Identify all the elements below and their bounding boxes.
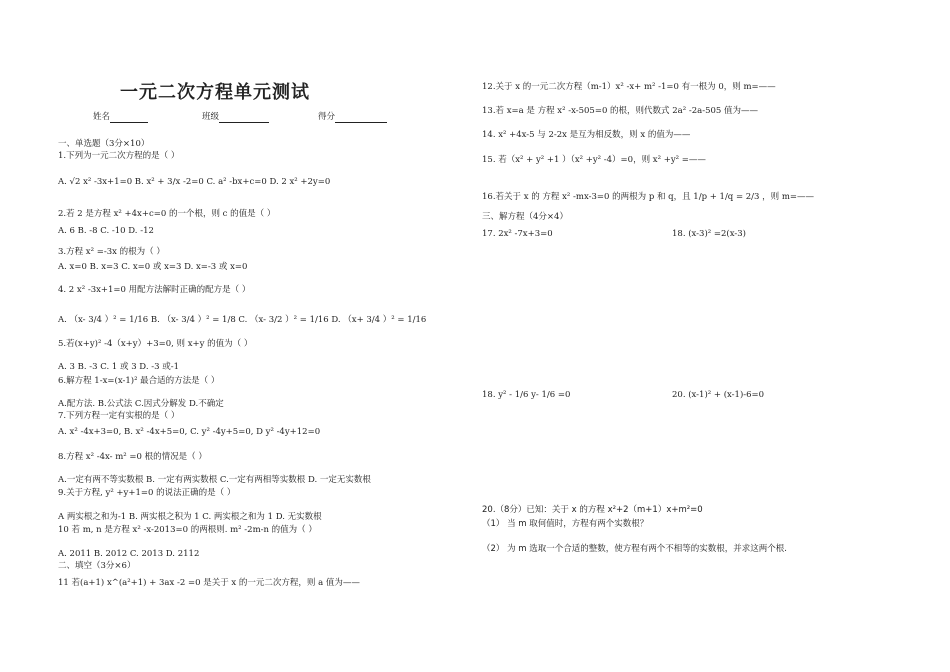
- left-line: 7.下列方程一定有实根的是（ ）: [58, 411, 180, 421]
- right-line: （2） 为 m 选取一个合适的整数，使方程有两个不相等的实数根，并求这两个根.: [482, 544, 787, 554]
- left-line: A. x² -4x+3=0, B. x² -4x+5=0, C. y² -4y+5=0, D y² -4y+12=0: [58, 427, 321, 437]
- page-title: 一元二次方程单元测试: [120, 82, 310, 103]
- right-line: 三、解方程（4分×4）: [482, 212, 568, 222]
- left-line: A. 2011 B. 2012 C. 2013 D. 2112: [58, 549, 200, 559]
- right-line: 13.若 x=a 是 方程 x² -x-505=0 的根，则代数式 2a² -2a-505 值为——: [482, 106, 758, 116]
- left-line: 1.下列为一元二次方程的是（ ）: [58, 151, 180, 161]
- name-blank: [110, 113, 148, 123]
- left-line: 3.方程 x² =-3x 的根为（ ）: [58, 247, 165, 257]
- left-line: A. （x- 3/4 ）² = 1/16 B. （x- 3/4 ）² = 1/8 C. （x- 3/2 ）² = 1/16 D. （x+ 3/4 ）² = 1/16: [58, 315, 427, 325]
- left-line: 二、填空（3分×6）: [58, 561, 136, 571]
- left-line: 9.关于方程, y² +y+1=0 的说法正确的是（ ）: [58, 488, 236, 498]
- left-line: 10 若 m, n 是方程 x² -x-2013=0 的两根则. m² -2m-n 的值为（ ）: [58, 525, 317, 535]
- class-blank: [219, 113, 269, 123]
- name-field: [93, 112, 148, 123]
- left-line: A. √2 x² -3x+1=0 B. x² + 3/x -2=0 C. a² -bx+c=0 D. 2 x² +2y=0: [58, 177, 331, 187]
- right-line: （1） 当 m 取何值时，方程有两个实数根？: [482, 519, 649, 529]
- left-line: 一、单选题（3分×10）: [58, 139, 150, 149]
- left-line: A. 3 B. -3 C. 1 或 3 D. -3 或-1: [58, 362, 179, 372]
- right_b-line: 18. (x-3)² =2(x-3): [672, 229, 746, 239]
- left-line: A. x=0 B. x=3 C. x=0 或 x=3 D. x=-3 或 x=0: [58, 262, 248, 272]
- right-line: 15. 若（x² + y² +1 ）（x² +y² -4）=0，则 x² +y² =——: [482, 155, 706, 165]
- left-line: A.一定有两不等实数根 B. 一定有两实数根 C.一定有两相等实数根 D. 一定无实数根: [58, 475, 371, 485]
- score-blank: [335, 113, 387, 123]
- left-line: 5.若(x+y)² -4（x+y）+3=0, 则 x+y 的值为（ ）: [58, 339, 253, 349]
- score-field: [318, 112, 387, 123]
- class-label: 班级: [202, 112, 220, 122]
- left-line: 6.解方程 1-x=(x-1)² 最合适的方法是（ ）: [58, 376, 220, 386]
- right-line: 14. x² +4x-5 与 2-2x 是互为相反数，则 x 的值为——: [482, 130, 691, 140]
- right-line: 12.关于 x 的一元二次方程（m-1）x² -x+ m² -1=0 有一根为 0，则 m=——: [482, 82, 776, 92]
- left-line: A 两实根之和为-1 B. 两实根之积为 1 C. 两实根之和为 1 D. 无实数根: [58, 512, 322, 522]
- name-label: 姓名: [93, 112, 111, 122]
- score-label: 得分: [318, 112, 336, 122]
- right-line: 18. y² - 1/6 y- 1/6 =0: [482, 390, 571, 400]
- left-line: 2.若 2 是方程 x² +4x+c=0 的一个根，则 c 的值是（ ）: [58, 209, 276, 219]
- right_b-line: 20. (x-1)² + (x-1)-6=0: [672, 390, 765, 400]
- right-line: 17. 2x² -7x+3=0: [482, 229, 553, 239]
- right-line: 20.（8分）已知：关于 x 的方程 x²+2（m+1）x+m²=0: [482, 505, 703, 515]
- right-line: 16.若关于 x 的 方程 x² -mx-3=0 的两根为 p 和 q，且 1/p + 1/q = 2/3 ，则 m=——: [482, 192, 815, 202]
- left-line: 4. 2 x² -3x+1=0 用配方法解时正确的配方是（ ）: [58, 285, 251, 295]
- left-line: 11 若(a+1) x^(a²+1) + 3ax -2 =0 是关于 x 的一元二次方程，则 a 值为——: [58, 578, 360, 588]
- left-line: 8.方程 x² -4x- m² =0 根的情况是（ ）: [58, 452, 207, 462]
- left-line: A.配方法. B.公式法 C.因式分解发 D.不确定: [58, 399, 224, 409]
- left-line: A. 6 B. -8 C. -10 D. -12: [58, 226, 154, 236]
- class-field: [202, 112, 269, 123]
